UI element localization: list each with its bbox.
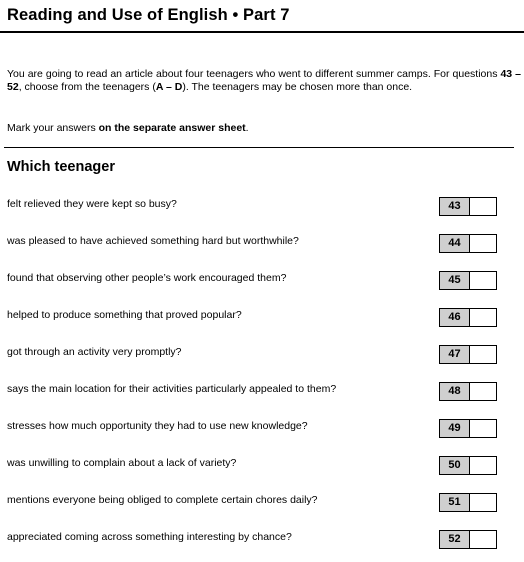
question-text: mentions everyone being obliged to complete certain chores daily? [7,494,318,506]
answer-box [439,345,497,364]
answer-box [439,234,497,253]
answer-box [439,493,497,512]
answer-sheet-suffix: . [245,122,249,134]
instructions-text: ). The teenagers may be chosen more than once. [182,80,413,93]
question-row [0,345,524,369]
question-row [0,271,524,295]
answer-field[interactable] [470,198,496,215]
question-range-end: 52 [7,80,19,93]
question-number: 51 [440,494,470,511]
section-divider [4,147,514,148]
instructions [7,68,521,93]
question-text: got through an activity very promptly? [7,346,182,358]
option-range-dash: – [163,80,175,93]
answer-sheet-instruction [7,122,249,135]
question-number: 45 [440,272,470,289]
question-range-start: 43 [500,68,513,80]
question-number: 44 [440,235,470,252]
option-range-start: A [155,80,164,93]
question-number: 47 [440,346,470,363]
question-text: was pleased to have achieved something hard but worthwhile? [7,235,299,247]
answer-box [439,197,497,216]
answer-box [439,382,497,401]
answer-field[interactable] [470,383,496,400]
answer-box [439,419,497,438]
instructions-text: You are going to read an article about four teenagers who went to different summer camps. For questions [7,68,501,80]
answer-field[interactable] [470,420,496,437]
question-text: says the main location for their activities particularly appealed to them? [7,383,337,395]
question-text: appreciated coming across something interesting by chance? [7,531,292,543]
question-number: 49 [440,420,470,437]
question-text: was unwilling to complain about a lack of variety? [7,457,237,469]
instructions-text: , choose from the teenagers ( [18,80,156,93]
title-divider [0,31,524,33]
answer-field[interactable] [470,272,496,289]
question-row [0,530,524,554]
question-row [0,382,524,406]
question-text: found that observing other people’s work encouraged them? [7,272,287,284]
section-heading: Which teenager [7,159,115,175]
question-text: felt relieved they were kept so busy? [7,198,177,210]
question-number: 52 [440,531,470,548]
question-row [0,493,524,517]
answer-field[interactable] [470,235,496,252]
answer-field[interactable] [470,309,496,326]
question-row [0,308,524,332]
question-number: 48 [440,383,470,400]
answer-field[interactable] [470,531,496,548]
answer-box [439,456,497,475]
question-text: stresses how much opportunity they had to use new knowledge? [7,420,308,432]
question-number: 46 [440,309,470,326]
answer-field[interactable] [470,346,496,363]
answer-field[interactable] [470,494,496,511]
question-row [0,197,524,221]
answer-box [439,308,497,327]
question-number: 43 [440,198,470,215]
question-range-dash: – [512,68,521,80]
answer-box [439,271,497,290]
answer-sheet-emphasis: on the separate answer sheet [98,122,246,134]
question-row [0,456,524,480]
option-range-end: D [174,80,183,93]
question-row [0,234,524,258]
question-text: helped to produce something that proved popular? [7,309,242,321]
page-title: Reading and Use of English • Part 7 [7,6,290,24]
answer-box [439,530,497,549]
question-row [0,419,524,443]
answer-sheet-prefix: Mark your answers [7,122,99,134]
answer-field[interactable] [470,457,496,474]
question-number: 50 [440,457,470,474]
